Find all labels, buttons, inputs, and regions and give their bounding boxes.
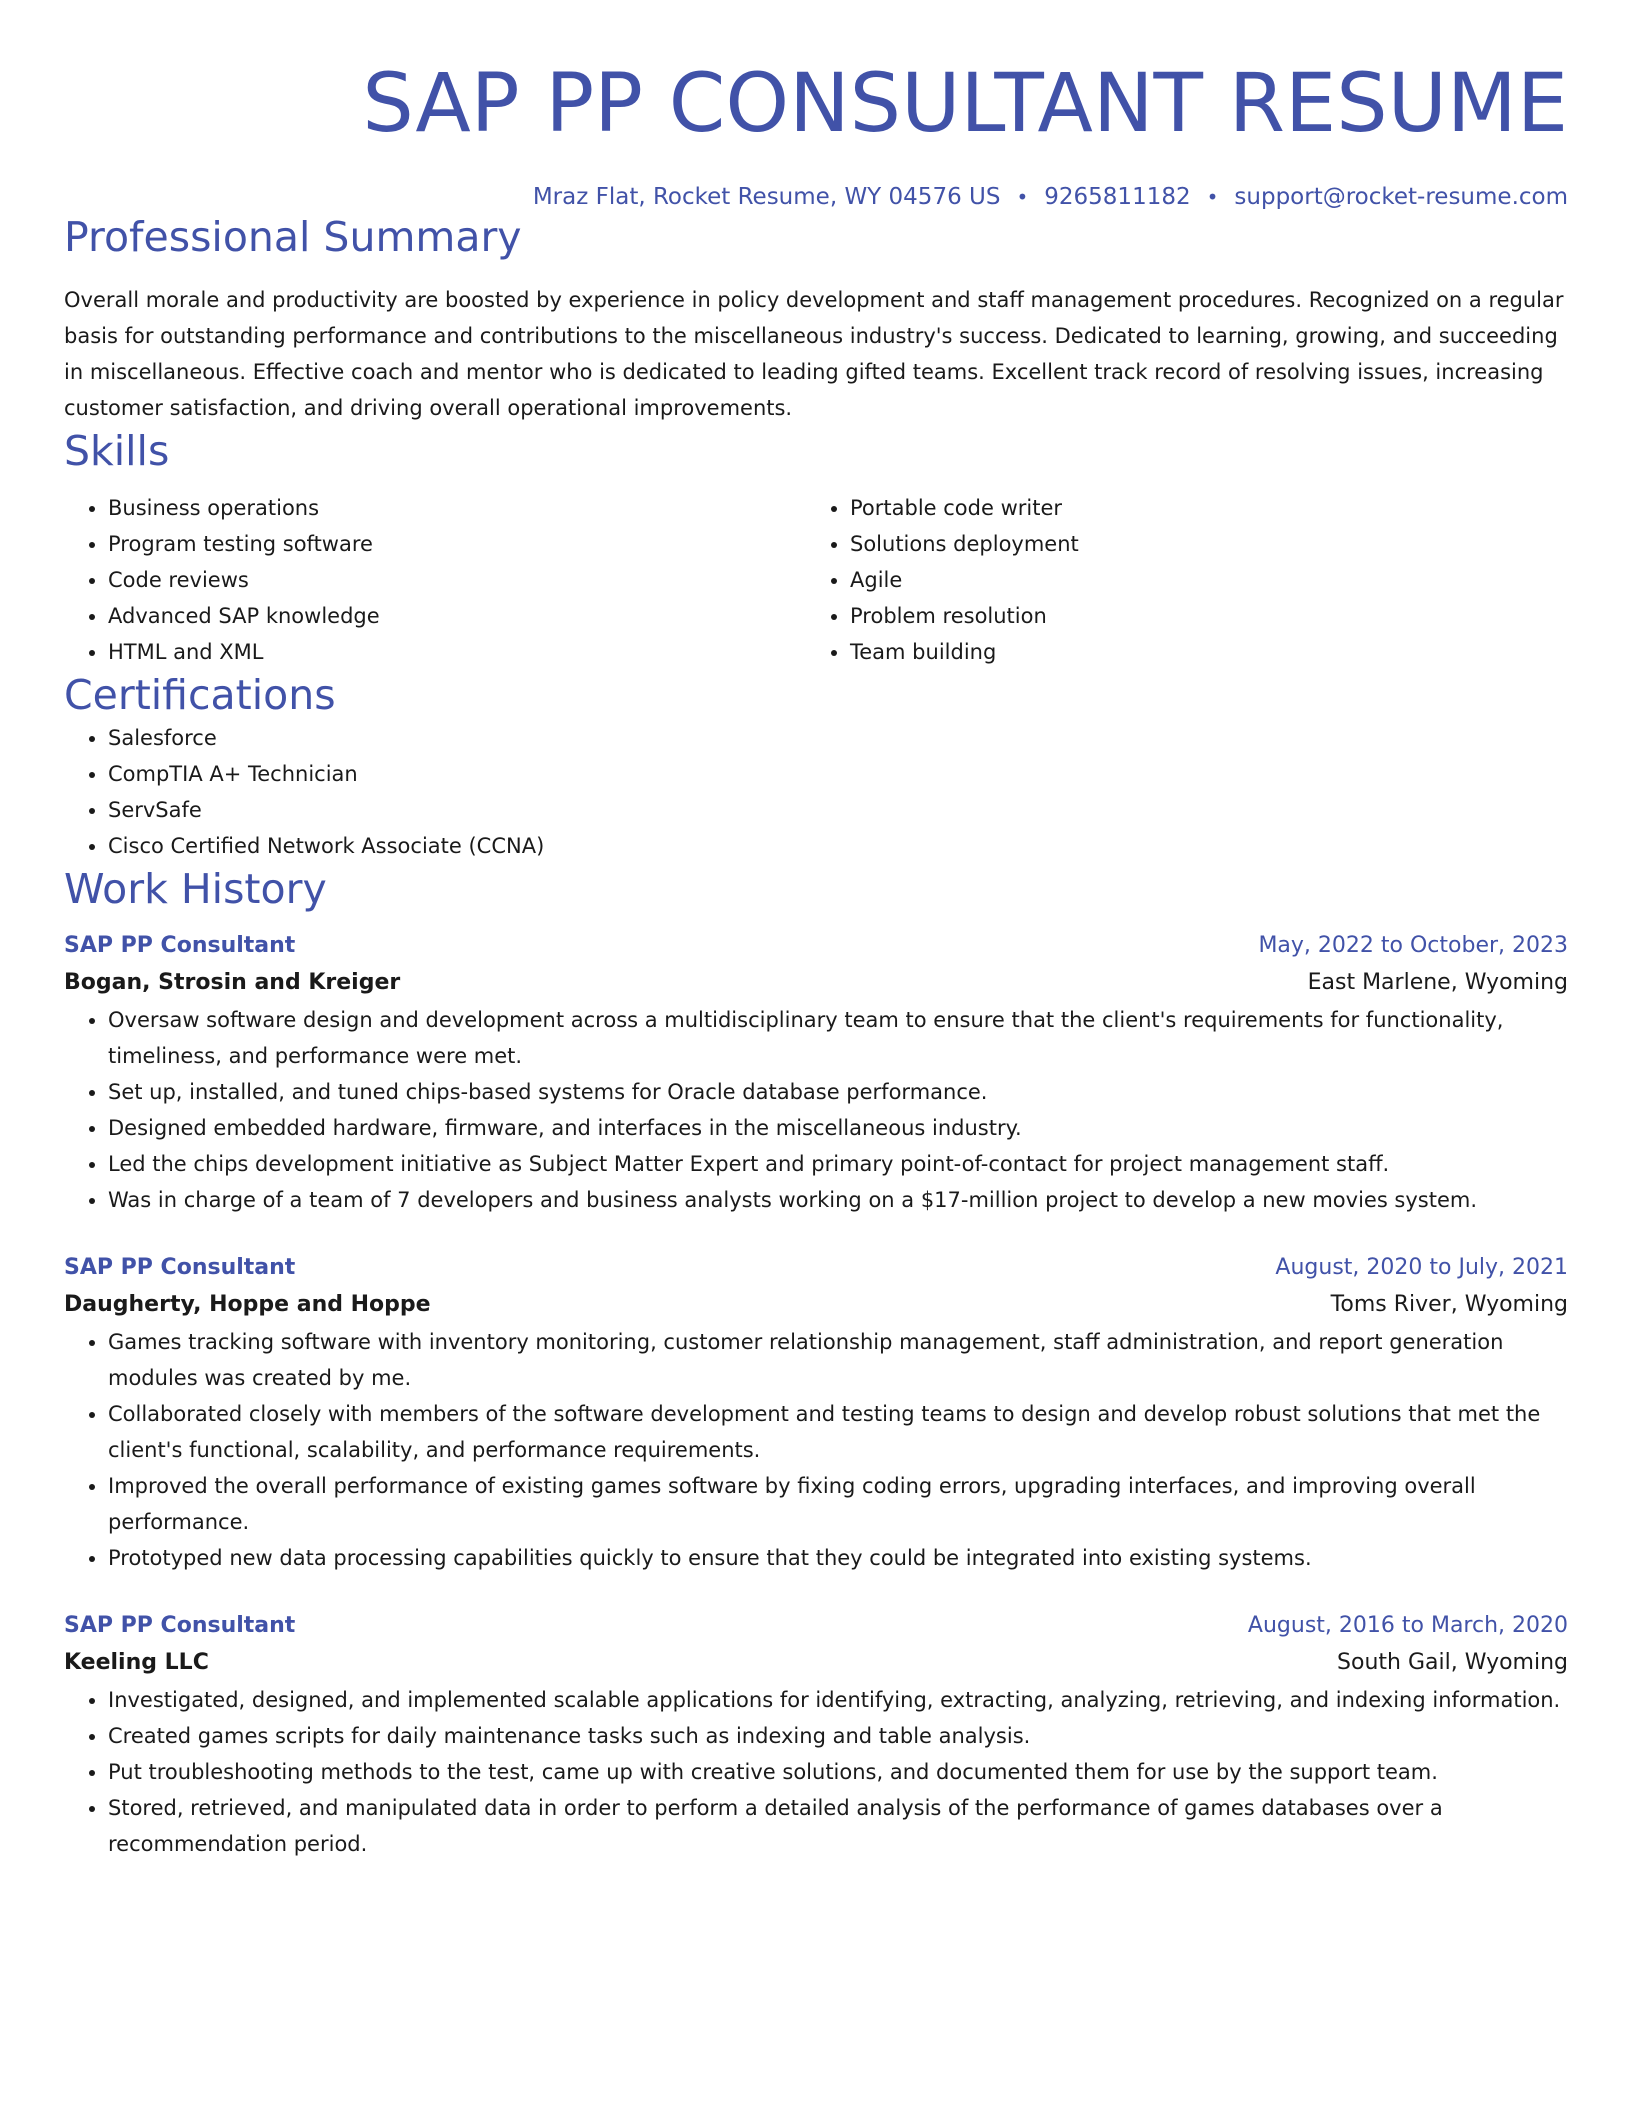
skill-item: • Problem resolution: [850, 598, 1548, 634]
skills-list-left: [64, 490, 806, 670]
job-entry: [64, 1608, 1568, 1862]
job-bullet: • Stored, retrieved, and manipulated data in order to perform a detailed analysis of the performance of games databases over a recommendation period.: [108, 1790, 1568, 1862]
job-location: East Marlene, Wyoming: [1307, 970, 1568, 995]
skill-item: • Solutions deployment: [850, 526, 1548, 562]
skills-column-right: [806, 490, 1548, 670]
job-bullet: • Collaborated closely with members of the software development and testing teams to design and develop robust solutions that met the client's functional, scalability, and performance requirements.: [108, 1396, 1568, 1468]
job-bullet: • Oversaw software design and development across a multidisciplinary team to ensure that the client's requirements for functionality, timeliness, and performance were met.: [108, 1002, 1568, 1074]
resume-title: SAP PP CONSULTANT RESUME: [362, 57, 1568, 151]
skills-column-left: [64, 490, 806, 670]
job-dates: August, 2020 to July, 2021: [1275, 1255, 1568, 1280]
job-bullets: [64, 1682, 1568, 1862]
skill-item: • Program testing software: [108, 526, 806, 562]
job-header-row: [64, 928, 1568, 964]
job-bullet: • Was in charge of a team of 7 developers and business analysts working on a $17-million project to develop a new movies system.: [108, 1182, 1568, 1218]
contact-email: support@rocket-resume.com: [1234, 184, 1568, 210]
job-bullet: • Improved the overall performance of existing games software by fixing coding errors, upgrading interfaces, and improving overall performance.: [108, 1468, 1568, 1540]
summary-text: Overall morale and productivity are boosted by experience in policy development and staff management procedures. Recognized on a regular basis for outstanding performance and contributions to the miscellaneous industry's success. Dedicated to learning, growing, and succeeding in miscellaneous. Effective coach and mentor who is dedicated to leading gifted teams. Excellent track record of resolving issues, increasing customer satisfaction, and driving overall operational improvements.: [64, 288, 1564, 420]
job-bullet: • Prototyped new data processing capabilities quickly to ensure that they could be integrated into existing systems.: [108, 1540, 1568, 1576]
job-company: Daugherty, Hoppe and Hoppe: [64, 1292, 431, 1317]
job-bullet: • Led the chips development initiative as Subject Matter Expert and primary point-of-contact for project management staff.: [108, 1146, 1568, 1182]
job-bullet: • Put troubleshooting methods to the test, came up with creative solutions, and documented them for use by the support team.: [108, 1754, 1568, 1790]
work-history-heading: Work History: [64, 865, 327, 913]
skill-item: • Business operations: [108, 490, 806, 526]
skills-heading: Skills: [64, 427, 170, 475]
certification-item: • Cisco Certified Network Associate (CCNA): [108, 828, 1568, 864]
job-header-row: [64, 1608, 1568, 1644]
job-company: Bogan, Strosin and Kreiger: [64, 970, 401, 995]
job-bullets: [64, 1324, 1568, 1576]
skill-item: • Agile: [850, 562, 1548, 598]
contact-address: Mraz Flat, Rocket Resume, WY 04576 US: [532, 184, 1001, 210]
contact-separator: •: [1016, 185, 1029, 209]
skills-list-right: [806, 490, 1548, 670]
skill-item: • Code reviews: [108, 562, 806, 598]
certifications-heading: Certifications: [64, 671, 336, 719]
job-bullet: • Created games scripts for daily maintenance tasks such as indexing and table analysis.: [108, 1718, 1568, 1754]
contact-phone: 9265811182: [1044, 184, 1191, 210]
skill-item: • Advanced SAP knowledge: [108, 598, 806, 634]
skill-item: • Portable code writer: [850, 490, 1548, 526]
job-company: Keeling LLC: [64, 1650, 209, 1675]
certification-item: • Salesforce: [108, 720, 1568, 756]
job-company-row: [64, 964, 1568, 1002]
job-company-row: [64, 1644, 1568, 1682]
job-company-row: [64, 1286, 1568, 1324]
job-title: SAP PP Consultant: [64, 1613, 296, 1638]
job-bullet: • Investigated, designed, and implemented scalable applications for identifying, extracting, analyzing, retrieving, and indexing information.: [108, 1682, 1568, 1718]
job-bullet: • Designed embedded hardware, firmware, and interfaces in the miscellaneous industry.: [108, 1110, 1568, 1146]
job-entry: [64, 928, 1568, 1218]
certification-item: • ServSafe: [108, 792, 1568, 828]
job-header-row: [64, 1250, 1568, 1286]
job-title: SAP PP Consultant: [64, 1255, 296, 1280]
job-dates: August, 2016 to March, 2020: [1247, 1613, 1568, 1638]
job-entry: [64, 1250, 1568, 1576]
job-bullet: • Set up, installed, and tuned chips-based systems for Oracle database performance.: [108, 1074, 1568, 1110]
skill-item: • Team building: [850, 634, 1548, 670]
job-dates: May, 2022 to October, 2023: [1258, 933, 1568, 958]
job-location: Toms River, Wyoming: [1330, 1292, 1568, 1317]
skill-item: • HTML and XML: [108, 634, 806, 670]
job-bullets: [64, 1002, 1568, 1218]
resume-page: [64, 0, 1568, 1862]
certification-item: • CompTIA A+ Technician: [108, 756, 1568, 792]
skills-columns: [64, 490, 1568, 670]
contact-separator: •: [1206, 185, 1219, 209]
job-bullet: • Games tracking software with inventory monitoring, customer relationship management, staff administration, and report generation modules was created by me.: [108, 1324, 1568, 1396]
job-title: SAP PP Consultant: [64, 933, 296, 958]
certifications-list: [64, 720, 1568, 864]
contact-line: [64, 182, 1568, 212]
job-location: South Gail, Wyoming: [1337, 1650, 1568, 1675]
summary-heading: Professional Summary: [64, 213, 522, 261]
